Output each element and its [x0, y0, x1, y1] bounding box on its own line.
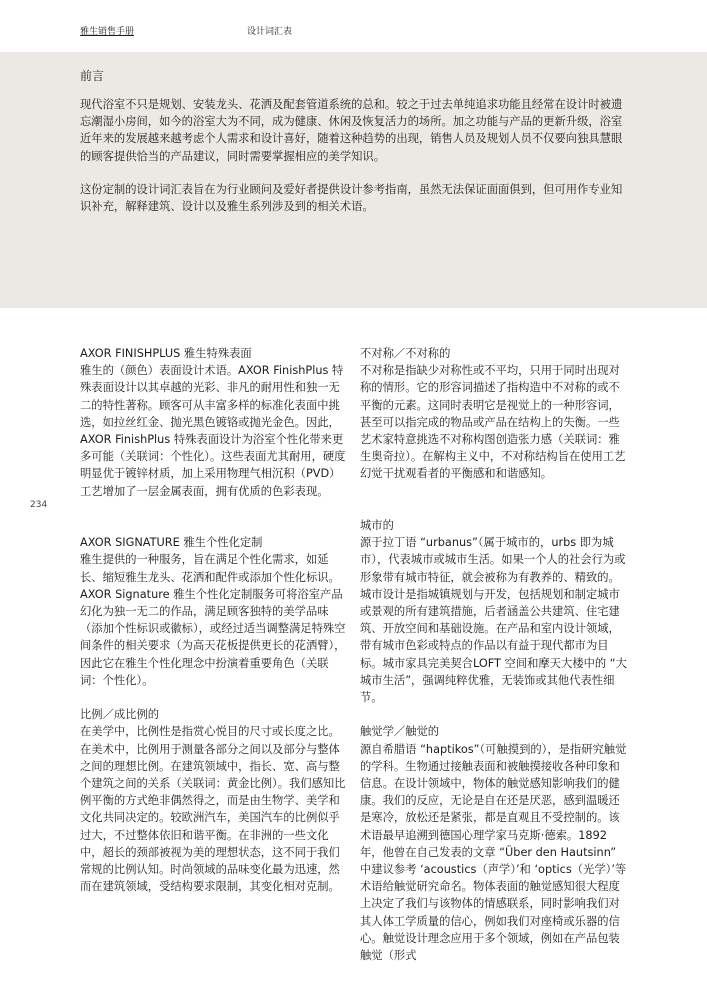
entry-title: AXOR SIGNATURE 雅生个性化定制	[80, 536, 263, 550]
entry-body: 源自希腊语 “haptikos”（可触摸到的），是指研究触觉的学科。生物通过接触表面和被触摸接收各种印象和信息。在设计领域中，物体的触觉感知影响我们的健康。我们的反应，无论是自在还是厌恶，感到温暖还是寒冷，放松还是紧张，都是直观且不受控制的。该术语最早追溯到德国心理学家马克斯·德索。1892 年，他曾在自己发表的文章 “Über den Hautsinn” 中建议参考 ‘acoustics（声学）’和 ‘optics（光学）’等术语给触觉研究命名。物体表面的触觉感知很大程度上决定了我们与该物体的情感联系，同时影响我们对其人体工学质量的信心，例如我们对座椅或乐器的信心。触觉设计理念应用于多个领域，例如在产品包装触觉（形式	[360, 742, 627, 963]
glossary-label: 设计词汇表	[247, 27, 293, 37]
glossary-column-left	[80, 345, 347, 913]
glossary-entry-urban	[360, 517, 627, 706]
intro-panel	[0, 52, 707, 308]
page-number: 234	[30, 500, 48, 510]
entry-title: 触觉学／触觉的	[360, 725, 440, 739]
intro-paragraph-2: 这份定制的设计词汇表旨在为行业顾问及爱好者提供设计参考指南，虽然无法保证面面俱到，但可用作专业知识补充，解释建筑、设计以及雅生系列涉及到的相关术语。	[80, 183, 623, 214]
glossary-entry-asymmetry	[360, 345, 627, 483]
entry-body: 雅生提供的一种服务，旨在满足个性化需求，如延长、缩短雅生龙头、花洒和配件或添加个性化标识。AXOR Signature 雅生个性化定制服务可将浴室产品幻化为独一无二的作品，满足顾客独特的美学品味（添加个性标识或徽标），或经过适当调整满足特殊空间条件的相关要求（为高天花板提供更长的花洒臂），因此它在雅生个性化理念中扮演着重要角色（关联词：个性化）。	[80, 553, 346, 687]
glossary-entry-haptics	[360, 723, 627, 964]
entry-body: 不对称是指缺少对称性或不平均，只用于同时出现对称的情形。它的形容词描述了指构造中不对称的或不平衡的元素。这同时表明它是视觉上的一种形容词，甚至可以指完成的物品或产品在结构上的失衡。一些艺术家特意挑选不对称构图创造张力感（关联词：雅生奥奇拉）。在解构主义中，不对称结构旨在使用工艺幻觉干扰观看者的平衡感和和谐感知。	[360, 364, 626, 481]
page-header	[0, 0, 707, 52]
glossary-entry-signature	[80, 534, 347, 689]
glossary-column-right	[360, 345, 627, 981]
entry-title: 比例／成比例的	[80, 708, 160, 722]
entry-title: 城市的	[360, 519, 394, 532]
entry-body: 源于拉丁语 “urbanus”（属于城市的，urbs 即为城市），代表城市或城市生活。如果一个人的社会行为或形象带有城市特征，就会被称为有教养的、精致的。城市设计是指城镇规划与开发，包括规划和制定城市或景观的所有建筑措施，后者涵盖公共建筑、住宅建筑、开放空间和基础设施。在产品和室内设计领域，带有城市色彩或特点的作品以有益于现代都市为目标。城市家具完美契合LOFT 空间和摩天大楼中的 “大城市生活”，强调纯粹优雅，无装饰或其他代表性细节。	[360, 536, 627, 705]
entry-title: AXOR FINISHPLUS 雅生特殊表面	[80, 347, 252, 360]
intro-title: 前言	[80, 69, 105, 83]
glossary-entry-proportion	[80, 706, 347, 895]
glossary-entry-finishplus	[80, 345, 347, 500]
entry-title: 不对称／不对称的	[360, 347, 451, 360]
entry-body: 雅生的（颜色）表面设计术语。AXOR FinishPlus 特殊表面设计以其卓越的光彩、非凡的耐用性和独一无二的特性著称。顾客可从丰富多样的标准化表面中挑选，如拉丝红金、抛光黑色镀铬或抛光金色。因此，AXOR FinishPlus 特殊表面设计为浴室个性化带来更多可能（关联词：个性化）。这些表面尤其耐用，硬度明显优于镀锌材质，加上采用物理气相沉积（PVD）工艺增加了一层金属表面，拥有优质的色彩表现。	[80, 364, 346, 498]
sales-manual-link[interactable]: 雅生销售手册	[80, 27, 135, 37]
intro-paragraph-1: 现代浴室不只是规划、安装龙头、花洒及配套管道系统的总和。较之于过去单纯追求功能且经常在设计时被遗忘潮湿小房间，如今的浴室大为不同，成为健康、休闲及恢复活力的场所。加之功能与产品的更新升级，浴室近年来的发展越来越考虑个人需求和设计喜好，随着这种趋势的出现，销售人员及规划人员不仅要向独具慧眼的顾客提供恰当的产品建议，同时需要掌握相应的美学知识。	[80, 98, 623, 163]
entry-body: 在美学中，比例性是指赏心悦目的尺寸或长度之比。在美术中，比例用于测量各部分之间以及部分与整体之间的理想比例。在建筑领域中，指长、宽、高与整个建筑之间的关系（关联词：黄金比例）。我们感知比例平衡的方式绝非偶然得之，而是由生物学、美学和文化共同决定的。较欧洲汽车，美国汽车的比例似乎过大，不过整体依旧和谐平衡。在非洲的一些文化中，超长的颈部被视为美的理想状态，这不同于我们常规的比例认知。时尚领域的品味变化最为迅速，然而在建筑领域，受结构要求限制，其变化相对克制。	[80, 725, 346, 894]
